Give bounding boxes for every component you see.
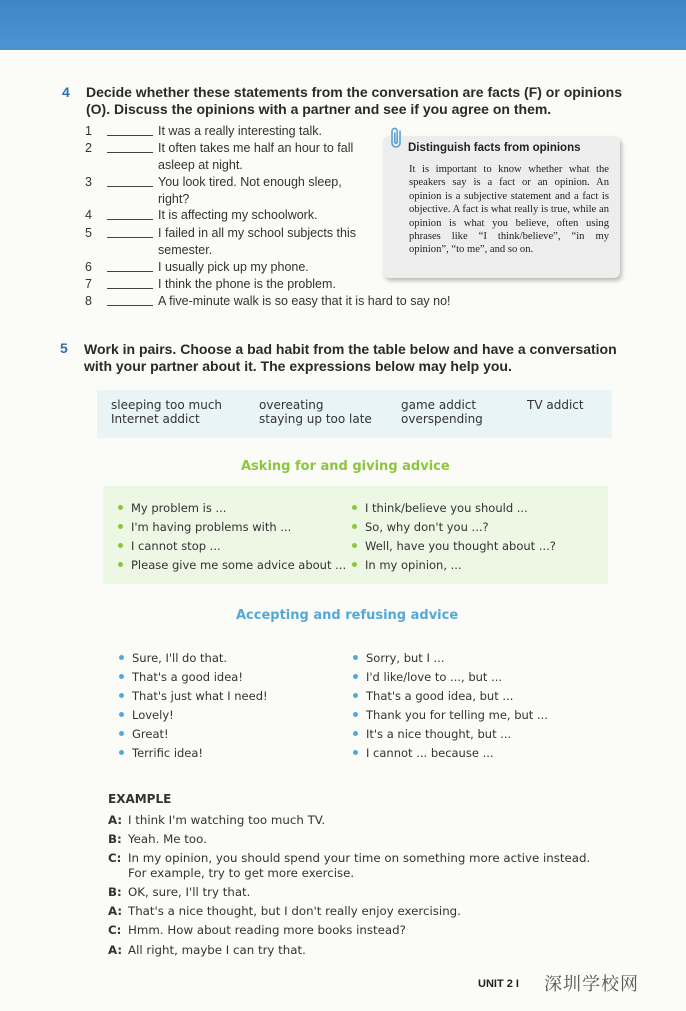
giving-phrase: I think/believe you should ...	[352, 501, 528, 515]
tip-box	[383, 136, 620, 278]
statement-text-cont: right?	[158, 192, 190, 206]
bullet-dot-icon	[353, 674, 358, 679]
asking-phrase: Please give me some advice about ...	[118, 558, 346, 572]
statement-text: I usually pick up my phone.	[158, 260, 309, 274]
dialogue-line: C: Hmm. How about reading more books instead?	[108, 923, 406, 937]
bullet-dot-icon	[352, 505, 357, 510]
speaker: C:	[108, 851, 122, 865]
dialogue-line-continued: For example, try to get more exercise.	[128, 866, 355, 880]
giving-phrase: So, why don't you ...?	[352, 520, 489, 534]
accepting-phrase: That's just what I need!	[119, 689, 268, 703]
statement-number: 7	[85, 277, 92, 291]
tip-title: Distinguish facts from opinions	[408, 142, 581, 154]
tip-body: It is important to know whether what the speakers say is a fact or an opinion. An opinion is a subjective statement and a fact is objective. A fact is what really is true, while an opinion is what you believe, often using phrases like “I think/believe”, “in my opinion”, “to me”, and so on.	[409, 164, 609, 256]
statement-text: I failed in all my school subjects this	[158, 226, 357, 240]
speaker: A:	[108, 813, 123, 827]
asking-phrase: I cannot stop ...	[118, 539, 221, 553]
statement-number: 6	[85, 260, 92, 274]
bullet-dot-icon	[119, 655, 124, 660]
answer-blank[interactable]	[107, 237, 153, 238]
asking-phrase: I'm having problems with ...	[118, 520, 291, 534]
question-4-line-2: (O). Discuss the opinions with a partner and see if you agree on them.	[86, 101, 552, 117]
statement-number: 4	[85, 208, 92, 222]
habit-item: TV addict	[527, 398, 584, 412]
bullet-dot-icon	[352, 543, 357, 548]
speaker: A:	[108, 904, 123, 918]
accepting-phrase: Lovely!	[119, 708, 174, 722]
statement-text: A five-minute walk is so easy that it is hard to say no!	[158, 294, 451, 308]
speaker: C:	[108, 923, 122, 937]
bullet-dot-icon	[353, 712, 358, 717]
asking-advice-heading: Asking for and giving advice	[241, 459, 450, 474]
answer-blank[interactable]	[107, 186, 153, 187]
giving-phrase: Well, have you thought about ...?	[352, 539, 556, 553]
bullet-dot-icon	[352, 562, 357, 567]
answer-blank[interactable]	[107, 271, 153, 272]
answer-blank[interactable]	[107, 219, 153, 220]
refusing-phrase: I'd like/love to ..., but ...	[353, 670, 502, 684]
watermark: 深圳学校网	[544, 974, 639, 995]
unit-page-label: UNIT 2 I	[478, 978, 519, 990]
question-5-number: 5	[60, 340, 68, 356]
bullet-dot-icon	[119, 712, 124, 717]
statement-text: It is affecting my schoolwork.	[158, 208, 318, 222]
accepting-advice-heading: Accepting and refusing advice	[236, 608, 459, 623]
habit-item: overspending	[401, 412, 483, 426]
habit-item: sleeping too much	[111, 398, 223, 412]
statement-text: I think the phone is the problem.	[158, 277, 336, 291]
statement-number: 8	[85, 294, 92, 308]
bullet-dot-icon	[119, 731, 124, 736]
bullet-dot-icon	[119, 693, 124, 698]
dialogue-line: A: All right, maybe I can try that.	[108, 943, 306, 957]
dialogue-line: A: I think I'm watching too much TV.	[108, 813, 326, 827]
bullet-dot-icon	[352, 524, 357, 529]
answer-blank[interactable]	[107, 305, 153, 306]
dialogue-line: A: That's a nice thought, but I don't really enjoy exercising.	[108, 904, 461, 918]
accepting-phrase: Sure, I'll do that.	[119, 651, 227, 665]
statement-number: 2	[85, 141, 92, 155]
refusing-phrase: That's a good idea, but ...	[353, 689, 513, 703]
dialogue-line: C: In my opinion, you should spend your time on something more active instead.	[108, 851, 591, 865]
statement-number: 1	[85, 124, 92, 138]
speaker: B:	[108, 885, 122, 899]
habit-item: overeating	[259, 398, 324, 412]
refusing-phrase: It's a nice thought, but ...	[353, 727, 511, 741]
bullet-dot-icon	[353, 693, 358, 698]
habit-item: staying up too late	[259, 412, 372, 426]
bullet-dot-icon	[353, 731, 358, 736]
giving-phrase: In my opinion, ...	[352, 558, 462, 572]
question-4-number: 4	[62, 84, 70, 100]
bullet-dot-icon	[118, 562, 123, 567]
habit-item: Internet addict	[111, 412, 200, 426]
statement-text: You look tired. Not enough sleep,	[158, 175, 342, 189]
bullet-dot-icon	[119, 750, 124, 755]
top-color-band	[0, 0, 686, 50]
question-5-line-1: Work in pairs. Choose a bad habit from the table below and have a conversation	[84, 341, 617, 357]
dialogue-line: B: OK, sure, I'll try that.	[108, 885, 251, 899]
statement-text-cont: asleep at night.	[158, 158, 243, 172]
statement-number: 3	[85, 175, 92, 189]
speaker: A:	[108, 943, 123, 957]
answer-blank[interactable]	[107, 288, 153, 289]
speaker: B:	[108, 832, 122, 846]
question-4-instruction	[86, 84, 626, 118]
example-label: EXAMPLE	[108, 792, 172, 806]
answer-blank[interactable]	[107, 152, 153, 153]
question-5-line-2: with your partner about it. The expressions below may help you.	[84, 358, 512, 374]
question-5-instruction	[84, 341, 624, 375]
dialogue-line: B: Yeah. Me too.	[108, 832, 207, 846]
bullet-dot-icon	[118, 505, 123, 510]
statement-text: It was a really interesting talk.	[158, 124, 322, 138]
accepting-phrase: Terrific idea!	[119, 746, 203, 760]
bad-habits-table	[97, 390, 612, 438]
bullet-dot-icon	[118, 524, 123, 529]
habit-item: game addict	[401, 398, 477, 412]
refusing-phrase: Thank you for telling me, but ...	[353, 708, 548, 722]
statement-text: It often takes me half an hour to fall	[158, 141, 354, 155]
accepting-phrase: Great!	[119, 727, 169, 741]
paperclip-icon	[389, 126, 405, 150]
bullet-dot-icon	[353, 750, 358, 755]
bullet-dot-icon	[119, 674, 124, 679]
statement-text-cont: semester.	[158, 243, 213, 257]
accepting-phrase: That's a good idea!	[119, 670, 243, 684]
refusing-phrase: Sorry, but I ...	[353, 651, 444, 665]
refusing-phrase: I cannot ... because ...	[353, 746, 494, 760]
question-4-line-1: Decide whether these statements from the conversation are facts (F) or opinions	[86, 84, 623, 100]
statement-number: 5	[85, 226, 92, 240]
answer-blank[interactable]	[107, 135, 153, 136]
asking-phrase: My problem is ...	[118, 501, 226, 515]
bullet-dot-icon	[353, 655, 358, 660]
bullet-dot-icon	[118, 543, 123, 548]
